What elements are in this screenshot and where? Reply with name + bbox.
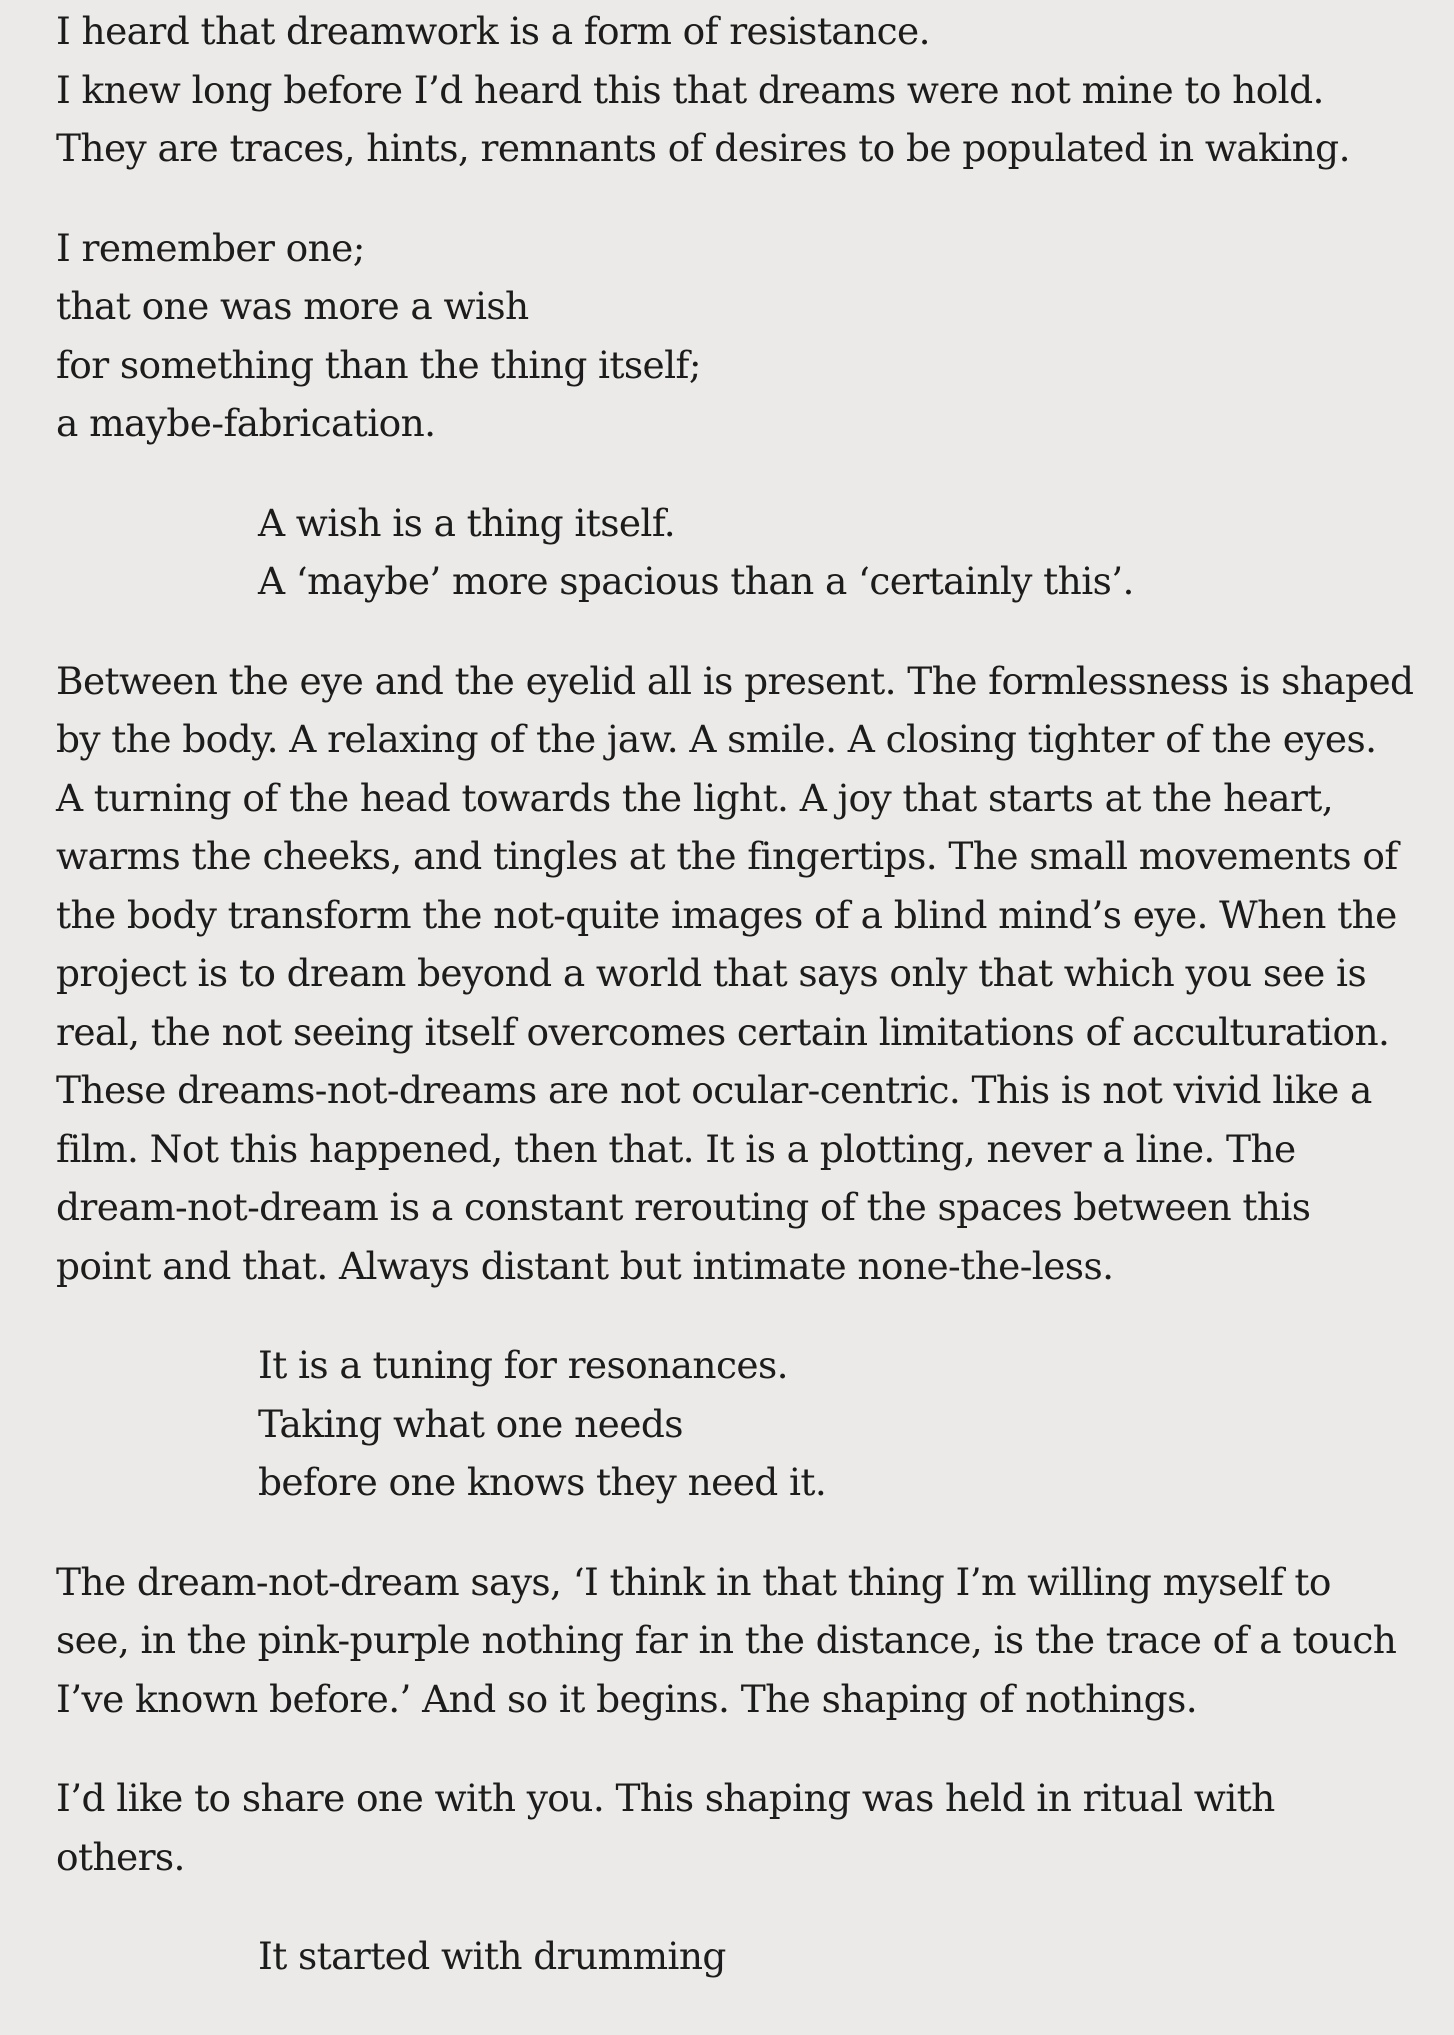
text-line: It is a tuning for resonances. xyxy=(258,1343,788,1387)
text-line: I’ve known before.’ And so it begins. The shaping of nothings. xyxy=(56,1676,1198,1721)
paragraph-share xyxy=(56,1769,1436,1886)
text-line: that one was more a wish xyxy=(56,284,529,328)
text-line: by the body. A relaxing of the jaw. A smile. A closing tighter of the eyes. xyxy=(56,717,1377,761)
stanza-opening xyxy=(56,2,1436,178)
stanza-remember xyxy=(56,219,1436,453)
text-line: These dreams-not-dreams are not ocular-centric. This is not vivid like a xyxy=(56,1068,1372,1112)
text-line: for something than the thing itself; xyxy=(56,342,701,387)
text-line: I knew long before I’d heard this that dreams were not mine to hold. xyxy=(56,67,1324,112)
text-line: others. xyxy=(56,1834,185,1879)
text-line: The dream-not-dream says, ‘I think in that thing I’m willing myself to xyxy=(56,1559,1331,1604)
text-line: I remember one; xyxy=(56,225,365,270)
text-line: project is to dream beyond a world that says only that which you see is xyxy=(56,951,1367,995)
indented-stanza-drumming xyxy=(258,1927,1436,1986)
text-line: Taking what one needs xyxy=(258,1401,683,1446)
text-line: I’d like to share one with you. This shaping was held in ritual with xyxy=(56,1776,1275,1820)
indented-stanza-wish xyxy=(258,494,1436,611)
paragraph-dream-says xyxy=(56,1553,1436,1729)
text-line: warms the cheeks, and tingles at the fingertips. The small movements of xyxy=(56,834,1398,878)
text-line: A ‘maybe’ more spacious than a ‘certainly this’. xyxy=(258,559,1134,603)
paragraph-eyelid xyxy=(56,652,1436,1296)
text-line: A turning of the head towards the light. A joy that starts at the heart, xyxy=(56,775,1334,820)
text-line: see, in the pink-purple nothing far in the distance, is the trace of a touch xyxy=(56,1618,1397,1662)
text-line: point and that. Always distant but intimate none-the-less. xyxy=(56,1243,1114,1288)
text-line: They are traces, hints, remnants of desires to be populated in waking. xyxy=(56,126,1350,170)
document-page xyxy=(56,2,1436,1986)
text-line: the body transform the not-quite images of a blind mind’s eye. When the xyxy=(56,892,1397,937)
indented-stanza-tuning xyxy=(258,1336,1436,1512)
text-line: film. Not this happened, then that. It is a plotting, never a line. The xyxy=(56,1126,1296,1171)
text-line: dream-not-dream is a constant rerouting of the spaces between this xyxy=(56,1185,1311,1229)
text-line: before one knows they need it. xyxy=(258,1460,827,1504)
text-line: a maybe-fabrication. xyxy=(56,401,436,445)
text-line: real, the not seeing itself overcomes certain limitations of acculturation. xyxy=(56,1009,1390,1054)
text-line: It started with drumming xyxy=(258,1934,726,1978)
text-line: Between the eye and the eyelid all is present. The formlessness is shaped xyxy=(56,658,1414,703)
text-line: I heard that dreamwork is a form of resistance. xyxy=(56,9,930,53)
text-line: A wish is a thing itself. xyxy=(258,500,676,545)
